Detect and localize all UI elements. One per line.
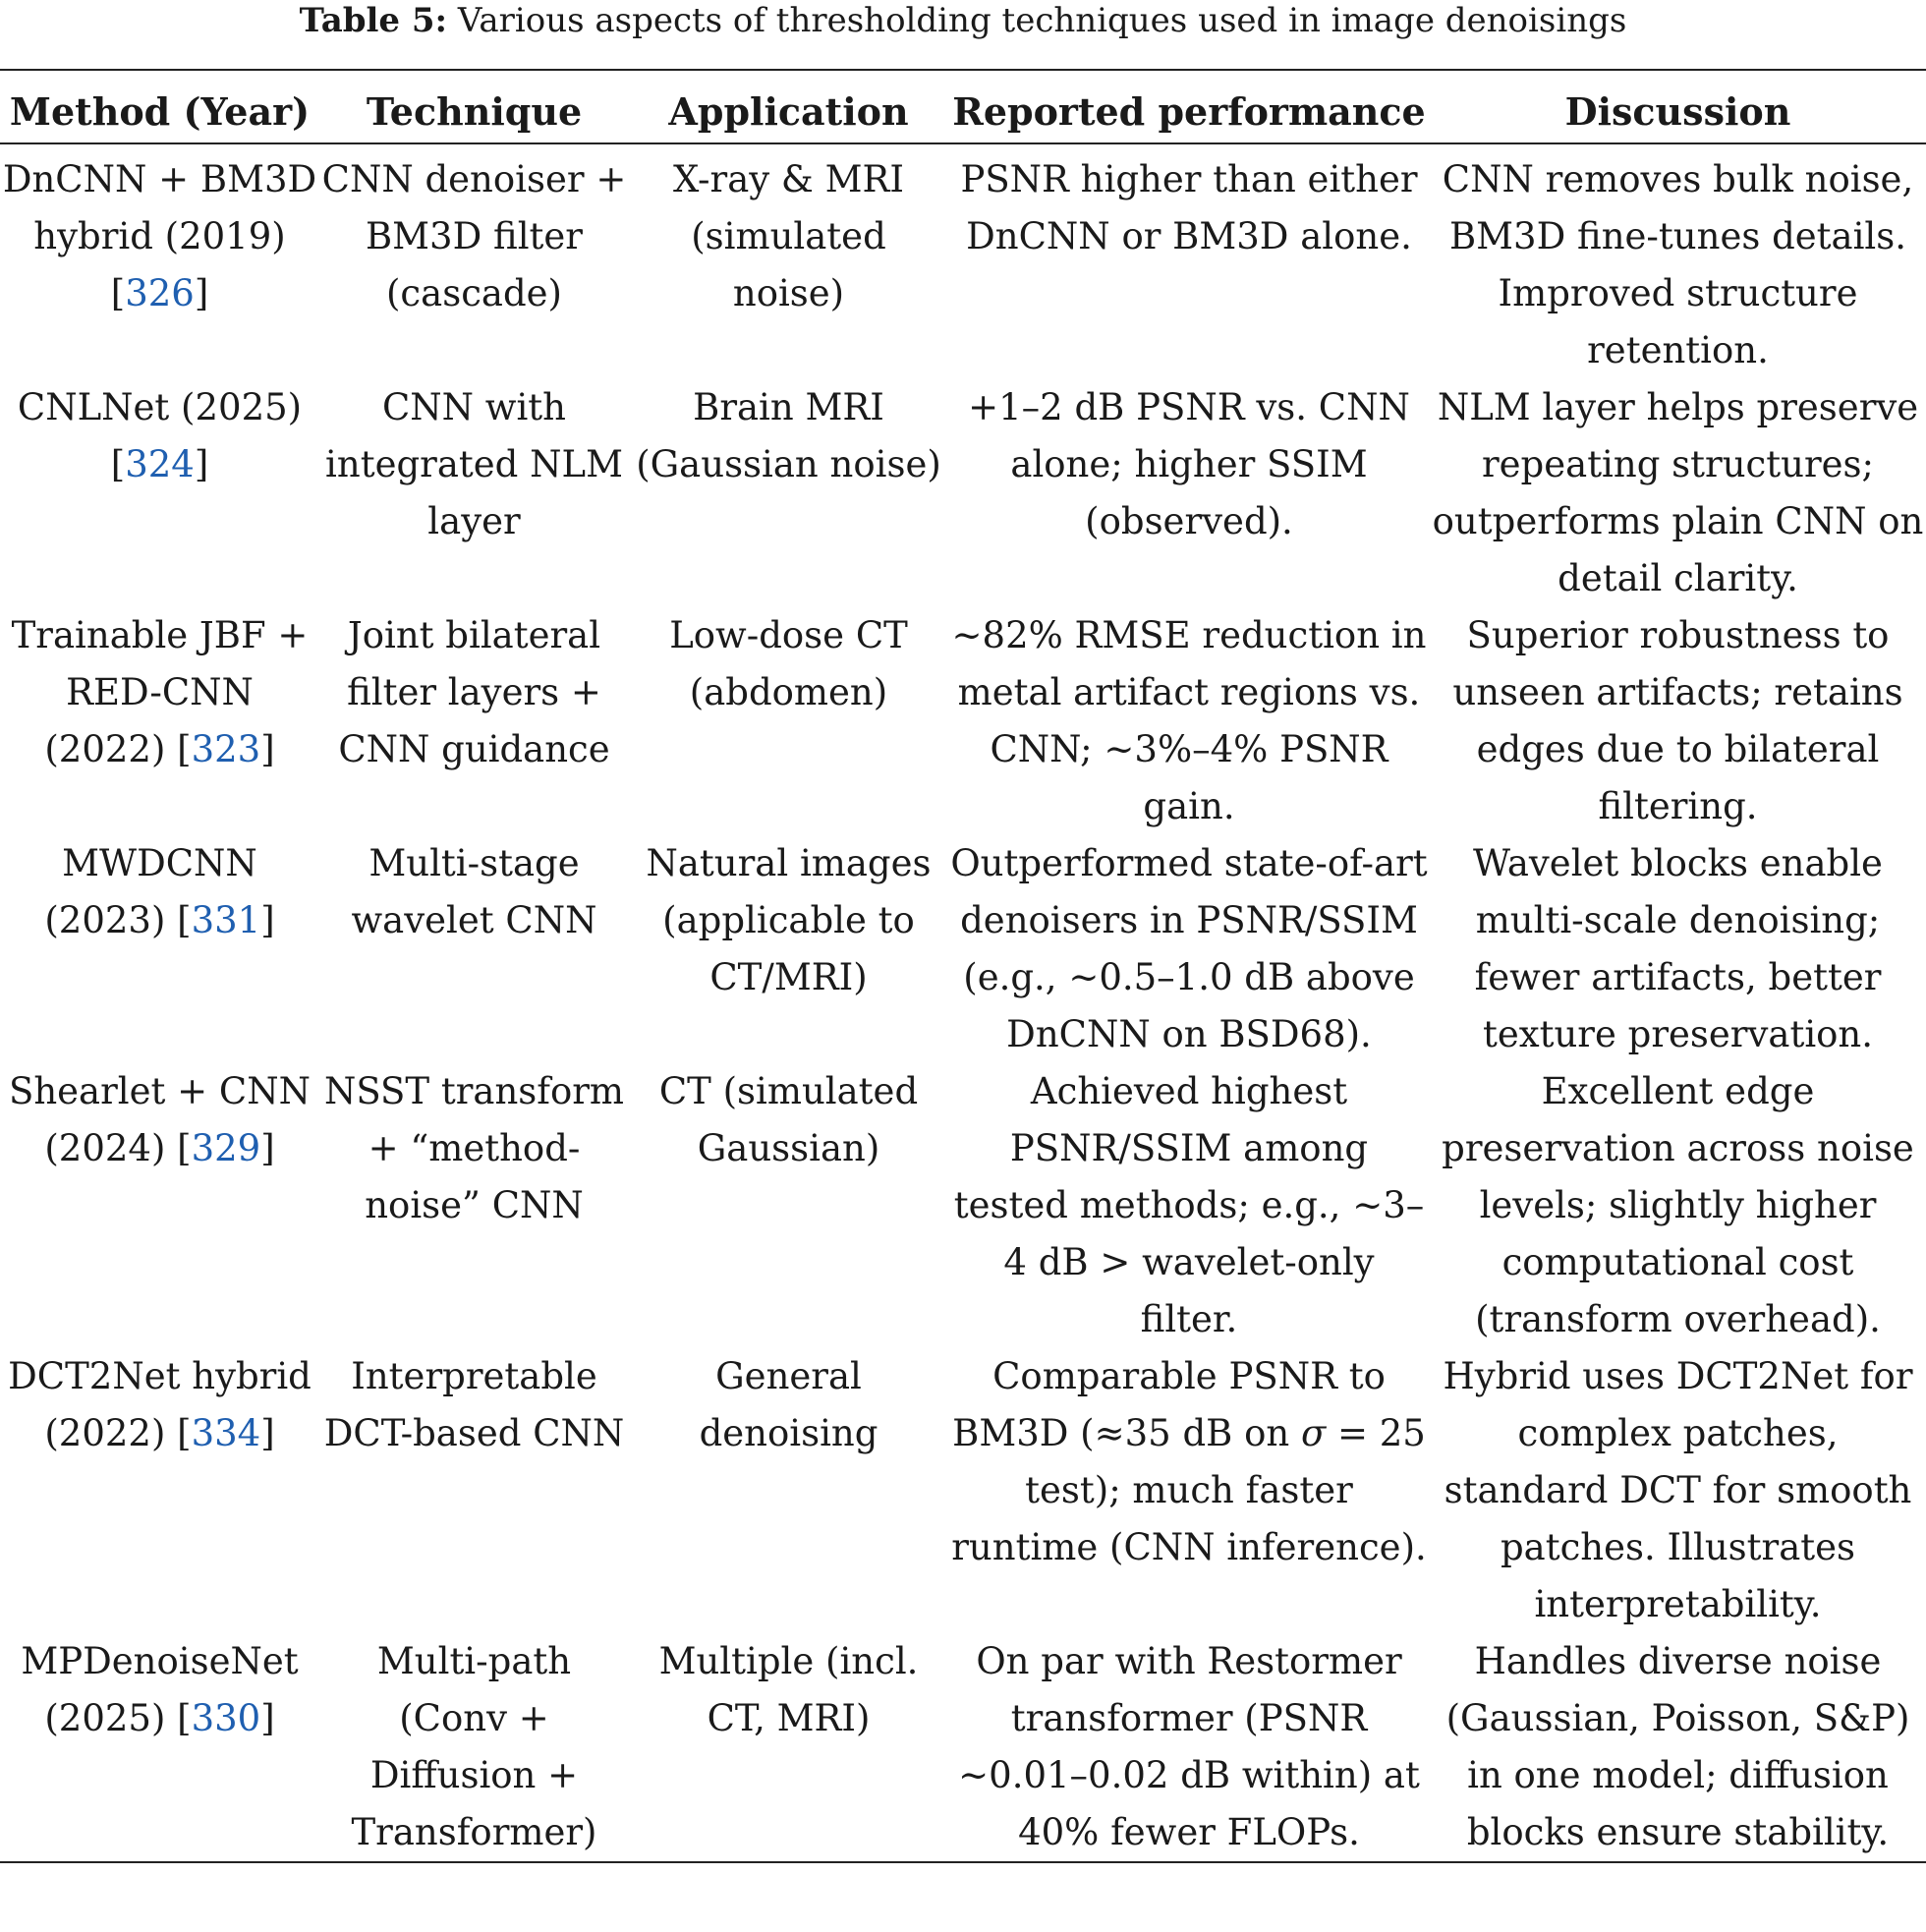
caption-label: Table 5: — [299, 1, 448, 40]
cell-method: Shearlet + CNN (2024) [329] — [8, 1070, 311, 1169]
citation-link[interactable]: 326 — [125, 272, 195, 314]
header-row — [0, 70, 1926, 143]
header-application: Application — [629, 70, 948, 143]
cell-technique: Multi-path (Conv + Diffusion + Transformer) — [351, 1640, 597, 1853]
cell-technique: Interpretable DCT-based CNN — [323, 1355, 625, 1454]
citation-link[interactable]: 330 — [191, 1697, 261, 1739]
cell-technique: Joint bilateral filter layers + CNN guidance — [338, 614, 610, 770]
cell-performance: Outperformed state-of-art denoisers in PSNR/SSIM (e.g., ~0.5–1.0 dB above DnCNN on BSD68). — [950, 842, 1428, 1055]
cell-discussion: CNN removes bulk noise, BM3D fine-tunes details. Improved structure retention. — [1442, 158, 1914, 371]
cell-technique: CNN denoiser + BM3D filter (cascade) — [321, 158, 627, 314]
cell-discussion: Superior robustness to unseen artifacts; retains edges due to bilateral filtering. — [1452, 614, 1903, 827]
cell-technique: CNN with integrated NLM layer — [325, 386, 623, 542]
table-row — [0, 607, 1926, 835]
cell-performance: ~82% RMSE reduction in metal artifact regions vs. CNN; ~3%–4% PSNR gain. — [951, 614, 1427, 827]
cell-performance: +1–2 dB PSNR vs. CNN alone; higher SSIM (observed). — [968, 386, 1410, 542]
header-performance: Reported performance — [948, 70, 1430, 143]
header-discussion: Discussion — [1430, 70, 1926, 143]
thresholding-techniques-table — [0, 69, 1926, 1863]
table-row — [0, 1633, 1926, 1862]
table-row — [0, 1063, 1926, 1348]
cell-method: DCT2Net hybrid (2022) [334] — [8, 1355, 312, 1454]
cell-application: CT (simulated Gaussian) — [658, 1070, 919, 1169]
cell-performance: PSNR higher than either DnCNN or BM3D alone. — [960, 158, 1418, 257]
cell-discussion: Excellent edge preservation across noise levels; slightly higher computational cost (transform overhead). — [1442, 1070, 1914, 1340]
cell-discussion: Handles diverse noise (Gaussian, Poisson, S&P) in one model; diffusion blocks ensure stability. — [1445, 1640, 1910, 1853]
cell-application: General denoising — [699, 1355, 878, 1454]
citation-link[interactable]: 331 — [191, 899, 261, 941]
cell-technique: NSST transform + “method-noise” CNN — [323, 1070, 625, 1226]
cell-performance: On par with Restormer transformer (PSNR ~0.01–0.02 dB within) at 40% fewer FLOPs. — [958, 1640, 1420, 1853]
table-row — [0, 1348, 1926, 1633]
cell-method: CNLNet (2025) [324] — [17, 386, 303, 485]
table-row — [0, 143, 1926, 379]
header-method: Method (Year) — [0, 70, 319, 143]
citation-link[interactable]: 334 — [191, 1412, 261, 1454]
cell-performance: Comparable PSNR to BM3D (≈35 dB on σ = 25 test); much faster runtime (CNN inference). — [951, 1355, 1427, 1568]
caption-text: Various aspects of thresholding techniques used in image denoisings — [447, 1, 1627, 40]
citation-link[interactable]: 329 — [191, 1127, 261, 1169]
cell-method: MPDenoiseNet (2025) [330] — [21, 1640, 299, 1739]
cell-method: Trainable JBF + RED-CNN (2022) [323] — [11, 614, 309, 770]
citation-link[interactable]: 323 — [191, 728, 261, 770]
cell-method: MWDCNN (2023) [331] — [44, 842, 275, 941]
sigma-symbol: σ — [1300, 1412, 1327, 1454]
cell-application: Low-dose CT (abdomen) — [669, 614, 908, 713]
cell-application: X-ray & MRI (simulated noise) — [673, 158, 904, 314]
cell-discussion: Hybrid uses DCT2Net for complex patches, standard DCT for smooth patches. Illustrates interpretability. — [1443, 1355, 1913, 1625]
cell-performance: Achieved highest PSNR/SSIM among tested methods; e.g., ~3–4 dB > wavelet-only filter. — [953, 1070, 1425, 1340]
table-row — [0, 379, 1926, 607]
citation-link[interactable]: 324 — [125, 443, 195, 485]
cell-application: Multiple (incl. CT, MRI) — [658, 1640, 919, 1739]
cell-technique: Multi-stage wavelet CNN — [351, 842, 597, 941]
header-technique: Technique — [319, 70, 629, 143]
table-caption — [0, 0, 1926, 41]
cell-discussion: NLM layer helps preserve repeating structures; outperforms plain CNN on detail clarity. — [1432, 386, 1924, 599]
cell-application: Brain MRI (Gaussian noise) — [636, 386, 941, 485]
cell-method: DnCNN + BM3D hybrid (2019) [326] — [2, 158, 317, 314]
table-row — [0, 835, 1926, 1063]
cell-discussion: Wavelet blocks enable multi-scale denoising; fewer artifacts, better texture preservation. — [1473, 842, 1883, 1055]
cell-application: Natural images (applicable to CT/MRI) — [646, 842, 932, 998]
